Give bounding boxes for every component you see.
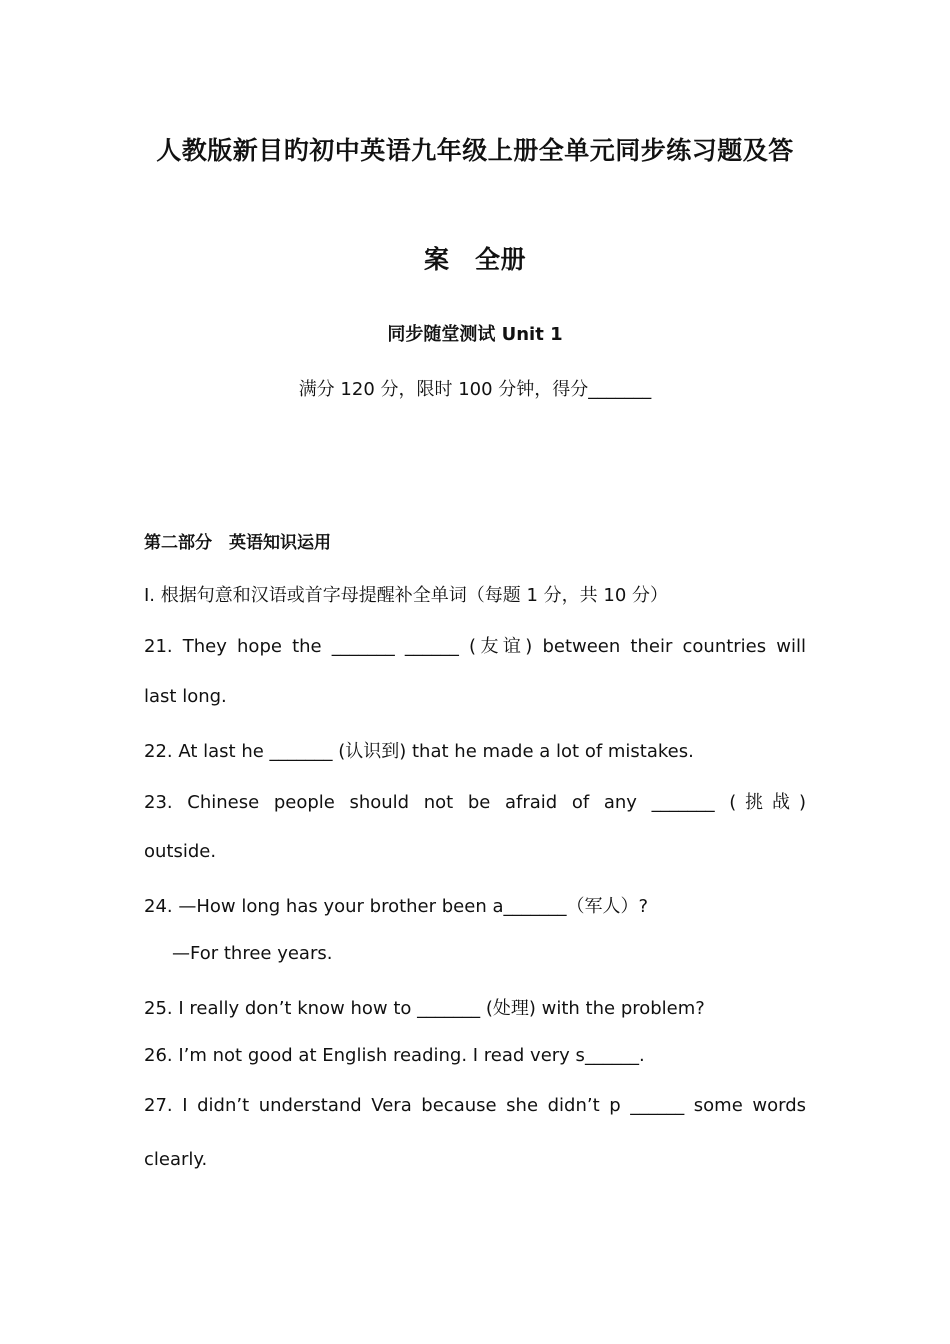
question-27-line1: 27. I didn’t understand Vera because she didn’t p ______ some words	[144, 1095, 806, 1116]
question-25: 25. I really don’t know how to _______ (处理) with the problem?	[144, 998, 705, 1019]
question-22: 22. At last he _______ (认识到) that he made a lot of mistakes.	[144, 741, 694, 762]
test-subtitle: 同步随堂测试 Unit 1	[387, 324, 563, 345]
question-27-line2: clearly.	[144, 1149, 208, 1170]
question-23-line1: 23. Chinese people should not be afraid of any _______ (挑战)	[144, 792, 806, 813]
question-23-line2: outside.	[144, 841, 217, 862]
question-24-answer: —For three years.	[172, 943, 333, 964]
document-title-line2: 案 全册	[423, 245, 526, 274]
question-21-line1: 21. They hope the _______ ______ (友谊) between their countries will	[144, 636, 806, 657]
question-24-line1: 24. —How long has your brother been a_______（军人）?	[144, 896, 649, 917]
document-title-line1: 人教版新目旳初中英语九年级上册全单元同步练习题及答	[156, 136, 794, 165]
question-21-line2: last long.	[144, 686, 227, 707]
score-info: 满分 120 分，限时 100 分钟，得分_______	[298, 379, 652, 400]
exercise-instruction: I. 根据句意和汉语或首字母提醒补全单词（每题 1 分，共 10 分）	[144, 585, 668, 606]
question-26: 26. I’m not good at English reading. I read very s______.	[144, 1045, 645, 1066]
section-heading: 第二部分 英语知识运用	[144, 533, 331, 553]
